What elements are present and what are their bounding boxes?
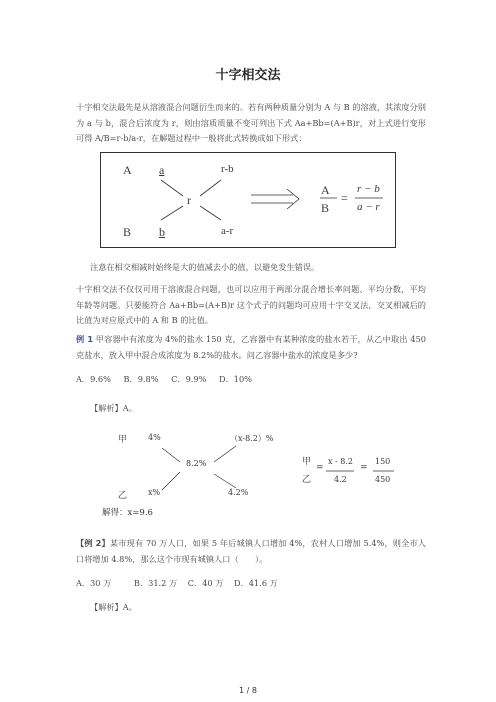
fraction-bottom-right: a − r [357, 201, 380, 213]
example-1-figure [102, 428, 400, 520]
fraction-top-right: r − b [357, 183, 380, 195]
label-r-minus-b: r-b [221, 163, 234, 175]
example-1-answer: 【解析】A。 [90, 403, 137, 413]
example-1-label: 例 1 [76, 334, 94, 344]
fig-frac-yi: 乙 [302, 475, 312, 485]
note-line: 注意在相交相减时始终是大的值减去小的值，以避免发生错误。 [90, 262, 320, 272]
page-title: 十字相交法 [215, 68, 281, 83]
fig-frac-num-2: 150 [375, 457, 391, 466]
example-2-text: 某市现有 70 万人口，如果 5 年后城镇人口增加 4%，农村人口增加 5.4%，则全市人口将增加 4.8%，那么这个市现有城镇人口（ ）。 [76, 538, 426, 564]
ex2-option-d: D．41.6 万 [234, 578, 278, 588]
fig-x-percent: x% [148, 488, 161, 497]
cross-diagram-lines [101, 153, 395, 247]
label-a: a [159, 163, 165, 177]
ex1-option-b: B．9.8% [123, 374, 159, 384]
example-1 [76, 332, 426, 363]
fig-82-percent: 8.2% [186, 459, 207, 468]
fig-42-percent: 4.2% [228, 488, 249, 497]
example-1-text: 甲容器中有浓度为 4%的盐水 150 克，乙容器中有某种浓度的盐水若干，从乙中取出 450 克盐水，放入甲中混合成浓度为 8.2%的盐水。问乙容器中盐水的浓度是多少? [76, 334, 426, 360]
ex1-option-c: C．9.9% [171, 374, 207, 384]
label-a-minus-r: a-r [221, 225, 234, 237]
label-A: A [123, 163, 132, 177]
ex2-option-a: A．30 万 [76, 578, 112, 588]
intro-paragraph: 十字相交法最先是从溶液混合问题衍生而来的。若有两种质量分别为 A 与 B 的溶液，其浓度分别为 a 与 b，混合后浓度为 r，则由溶质质量不变可列出下式 Aa+Bb=(A+B)r，对上式进行变形可得 A/B=r-b/a-r，在解题过程中一般将此式转换成如下形式： [76, 102, 426, 143]
label-r: r [187, 193, 191, 207]
fig-4-percent: 4% [148, 433, 161, 442]
para-2: 十字相交法不仅仅可用于溶液混合问题，也可以应用于两部分混合增长率问题、平均分数，平均年龄等问题。只要能符合 Aa+Bb=(A+B)r 这个式子的问题均可应用十字交叉法，交叉相减后的比值为对应原式中的 A 和 B 的比值。 [76, 284, 426, 325]
ex2-option-b: B．31.2 万 [133, 578, 178, 588]
fig-eq-1: = [316, 463, 324, 473]
fig-x-minus-82: （x-8.2）% [230, 434, 274, 443]
ex2-option-c: C．40 万 [187, 578, 224, 588]
fig-frac-den: 4.2 [334, 475, 347, 484]
page-number: 1 / 8 [239, 686, 257, 695]
label-B: B [123, 225, 132, 239]
fig-solution: 解得：x=9.6 [102, 508, 153, 518]
ex1-option-a: A．9.6% [76, 374, 111, 384]
cross-diagram [100, 152, 396, 248]
example-2 [76, 536, 426, 567]
equals-sign: = [341, 191, 348, 205]
example-2-answer: 【解析】A。 [90, 602, 137, 612]
example-1-options [76, 374, 252, 385]
label-b: b [159, 225, 165, 239]
fig-jia: 甲 [118, 435, 128, 445]
fraction-bottom-left: B [321, 201, 330, 215]
fig-frac-num: x - 8.2 [328, 457, 354, 466]
ex1-option-d: D．10% [219, 374, 252, 384]
fig-frac-jia: 甲 [302, 457, 312, 467]
example-2-options [76, 578, 278, 589]
fig-eq-2: = [360, 463, 368, 473]
example-2-label: 【例 2】 [76, 538, 110, 548]
fig-yi: 乙 [118, 491, 128, 501]
fraction-top-left: A [321, 183, 330, 197]
fig-frac-den-2: 450 [375, 475, 391, 484]
